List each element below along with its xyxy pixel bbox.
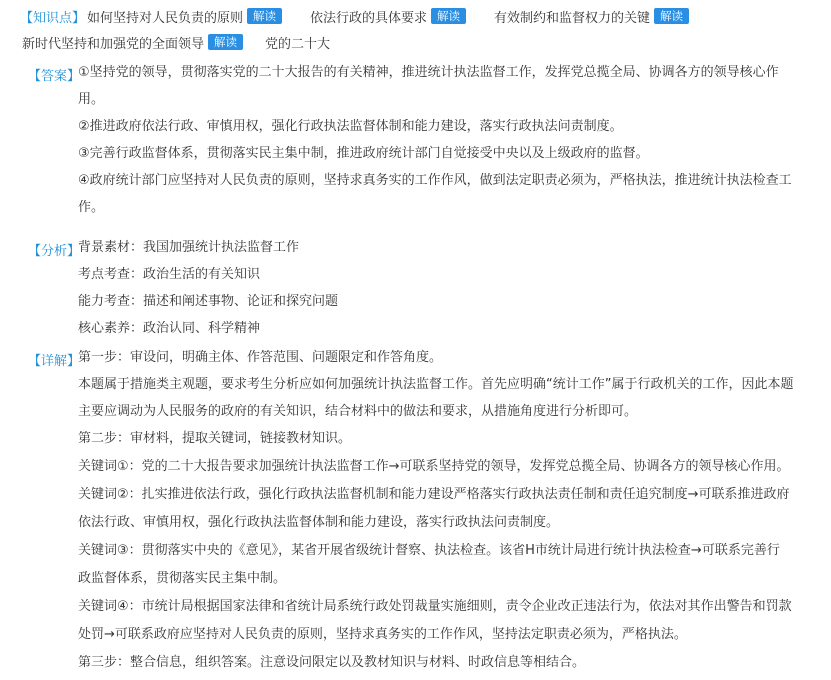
detail-line: 关键词②：扎实推进依法行政，强化行政执法监督机制和能力建设严格落实行政执法责任制和责任追究制度→可联系推进政府 xyxy=(78,487,790,502)
interpret-button[interactable]: 解读 xyxy=(654,8,689,24)
answer-line: ②推进政府依法行政、审慎用权，强化行政执法监督体制和能力建设，落实行政执法问责制度。 xyxy=(78,119,623,134)
interpret-button[interactable]: 解读 xyxy=(208,34,243,50)
analysis-line: 考点考查：政治生活的有关知识 xyxy=(78,267,261,282)
answer-line: ①坚持党的领导，贯彻落实党的二十大报告的有关精神，推进统计执法监督工作，发挥党总揽全局、协调各方的领导核心作 xyxy=(78,65,779,80)
knowledge-points-title: 【知识点】 xyxy=(20,10,86,26)
knowledge-point-link[interactable]: 如何坚持对人民负责的原则 xyxy=(87,10,244,26)
knowledge-point-link[interactable]: 党的二十大 xyxy=(265,36,331,52)
interpret-button[interactable]: 解读 xyxy=(431,8,466,24)
detail-line: 第二步：审材料，提取关键词，链接教材知识。 xyxy=(78,431,352,446)
answer-label: 【答案】 xyxy=(28,69,81,84)
answer-line: 用。 xyxy=(78,92,105,107)
detail-line: 本题属于措施类主观题，要求考生分析应如何加强统计执法监督工作。首先应明确“统计工作”属于行政机关的工作，因此本题 xyxy=(78,377,794,392)
answer-line: ③完善行政监督体系，贯彻落实民主集中制，推进政府统计部门自觉接受中央以及上级政府的监督。 xyxy=(78,146,649,161)
analysis-line: 能力考查：描述和阐述事物、论证和探究问题 xyxy=(78,294,339,309)
interpret-button[interactable]: 解读 xyxy=(247,8,282,24)
analysis-line: 核心素养：政治认同、科学精神 xyxy=(78,321,261,336)
knowledge-point-link[interactable]: 新时代坚持和加强党的全面领导 xyxy=(22,36,205,52)
analysis-line: 背景素材：我国加强统计执法监督工作 xyxy=(78,240,300,255)
detail-line: 主要应调动为人民服务的政府的有关知识，结合材料中的做法和要求，从措施角度进行分析即可。 xyxy=(78,404,638,419)
detail-line: 关键词①：党的二十大报告要求加强统计执法监督工作→可联系坚持党的领导，发挥党总揽全局、协调各方的领导核心作用。 xyxy=(78,459,790,474)
answer-line: 作。 xyxy=(78,200,105,215)
detail-line: 第三步：整合信息，组织答案。注意设问限定以及教材知识与材料、时政信息等相结合。 xyxy=(78,655,586,670)
knowledge-points-row-2 xyxy=(22,30,330,54)
knowledge-points-row-1 xyxy=(0,4,689,28)
answer-line: ④政府统计部门应坚持对人民负责的原则，坚持求真务实的工作作风，做到法定职责必须为，严格执法，推进统计执法检查工 xyxy=(78,173,792,188)
detail-line: 政监督体系，贯彻落实民主集中制。 xyxy=(78,571,287,586)
detail-line: 关键词④：市统计局根据国家法律和省统计局系统行政处罚裁量实施细则，责令企业改正违法行为，依法对其作出警告和罚款 xyxy=(78,599,792,614)
knowledge-point-link[interactable]: 依法行政的具体要求 xyxy=(310,10,428,26)
analysis-label: 【分析】 xyxy=(28,244,81,259)
detail-label: 【详解】 xyxy=(28,354,81,369)
detail-line: 关键词③：贯彻落实中央的《意见》，某省开展省级统计督察、执法检查。该省H市统计局进行统计执法检查→可联系完善行 xyxy=(78,543,780,558)
detail-line: 处罚→可联系政府应坚持对人民负责的原则，坚持求真务实的工作作风，坚持法定职责必须为，严格执法。 xyxy=(78,627,687,642)
detail-line: 第一步：审设问，明确主体、作答范围、问题限定和作答角度。 xyxy=(78,350,443,365)
detail-line: 依法行政、审慎用权，强化行政执法监督体制和能力建设，落实行政执法问责制度。 xyxy=(78,515,560,530)
knowledge-point-link[interactable]: 有效制约和监督权力的关键 xyxy=(494,10,651,26)
